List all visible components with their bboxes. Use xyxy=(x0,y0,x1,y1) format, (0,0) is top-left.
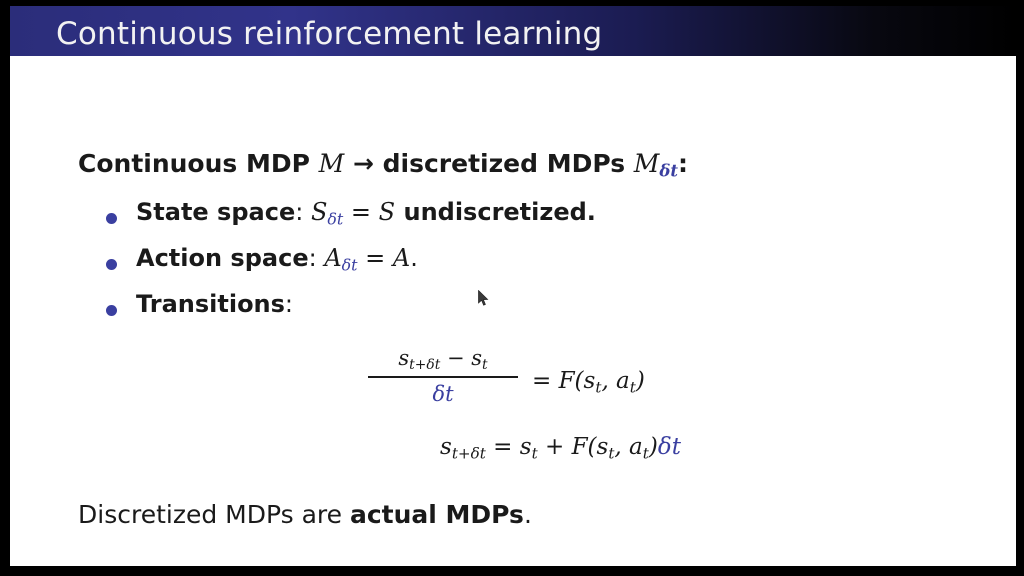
line2-comma-a: , a xyxy=(614,434,643,460)
line2-s: s xyxy=(440,434,452,460)
equation-right-hand-side xyxy=(532,368,645,396)
slide-title: Continuous reinforcement learning xyxy=(56,16,603,52)
line2-sub-t2: t xyxy=(608,444,615,463)
equation-line-1 xyxy=(340,346,810,420)
bullet-text xyxy=(136,290,293,318)
line2-equals-s: = s xyxy=(485,434,532,460)
symbol-action-space-discretized: A xyxy=(324,244,342,272)
numerator-s-next-sub: t+δt xyxy=(409,356,441,373)
lead-statement xyxy=(78,149,688,181)
line2-sub-t1: t xyxy=(531,444,538,463)
bullet-equals: = xyxy=(357,244,393,272)
footer-bold: actual MDPs xyxy=(349,500,524,529)
numerator-s-t: s xyxy=(471,346,483,370)
footer-prefix: Discretized MDPs are xyxy=(78,500,350,529)
numerator-minus: − xyxy=(440,346,472,370)
equation-line-2 xyxy=(440,434,681,462)
bullet-separator: : xyxy=(284,290,294,318)
letterbox-bottom xyxy=(0,566,1024,576)
line2-plus-f: + F(s xyxy=(537,434,609,460)
bullet-tail: undiscretized. xyxy=(395,198,596,226)
line2-delta-t: δt xyxy=(657,434,681,460)
footer-statement xyxy=(78,500,532,529)
fraction xyxy=(368,346,518,406)
line2-sub-t3: t xyxy=(642,444,649,463)
symbol-mdp-discretized: M xyxy=(633,149,660,178)
numerator-s-t-sub: t xyxy=(482,356,488,373)
bullet-label: State space xyxy=(136,198,296,226)
line2-s-sub: t+δt xyxy=(451,444,486,463)
bullet-label: Transitions xyxy=(136,290,285,318)
letterbox-right xyxy=(1016,0,1024,576)
rhs-close-paren: ) xyxy=(635,368,645,394)
lead-middle: discretized MDPs xyxy=(382,149,634,178)
equation-block xyxy=(340,346,810,463)
footer-suffix: . xyxy=(523,500,532,529)
letterbox-left xyxy=(0,0,10,576)
rhs-sub-t2: t xyxy=(629,378,636,397)
bullet-dot-icon xyxy=(106,305,117,316)
list-item xyxy=(106,244,946,290)
fraction-numerator xyxy=(368,346,518,376)
bullet-text xyxy=(136,244,418,274)
rhs-sub-t1: t xyxy=(595,378,602,397)
bullet-tail: . xyxy=(410,244,418,272)
symbol-state-space: S xyxy=(378,198,396,226)
bullet-dot-icon xyxy=(106,213,117,224)
list-item xyxy=(106,290,946,336)
bullet-separator: : xyxy=(295,198,311,226)
lead-subscript: δt xyxy=(659,161,679,181)
lead-prefix: Continuous MDP xyxy=(78,149,319,178)
list-item xyxy=(106,198,946,244)
rhs-equals-f: = F(s xyxy=(532,368,596,394)
symbol-state-space-discretized: S xyxy=(310,198,328,226)
symbol-action-space: A xyxy=(392,244,411,272)
bullet-equals: = xyxy=(343,198,379,226)
numerator-s-next: s xyxy=(398,346,410,370)
bullet-subscript: δt xyxy=(327,209,344,229)
rhs-comma-a: , a xyxy=(601,368,630,394)
bullet-label: Action space xyxy=(136,244,309,272)
bullet-separator: : xyxy=(308,244,325,272)
lead-arrow: → xyxy=(344,149,383,178)
bullet-text xyxy=(136,198,596,228)
lead-colon: : xyxy=(678,149,689,178)
bullet-list xyxy=(106,198,946,336)
line2-close-paren: ) xyxy=(648,434,658,460)
slide-content xyxy=(10,56,1016,566)
slide-title-bar xyxy=(10,6,1016,56)
symbol-mdp: M xyxy=(318,149,345,178)
bullet-subscript: δt xyxy=(341,255,358,275)
bullet-dot-icon xyxy=(106,259,117,270)
fraction-denominator: δt xyxy=(432,381,454,406)
